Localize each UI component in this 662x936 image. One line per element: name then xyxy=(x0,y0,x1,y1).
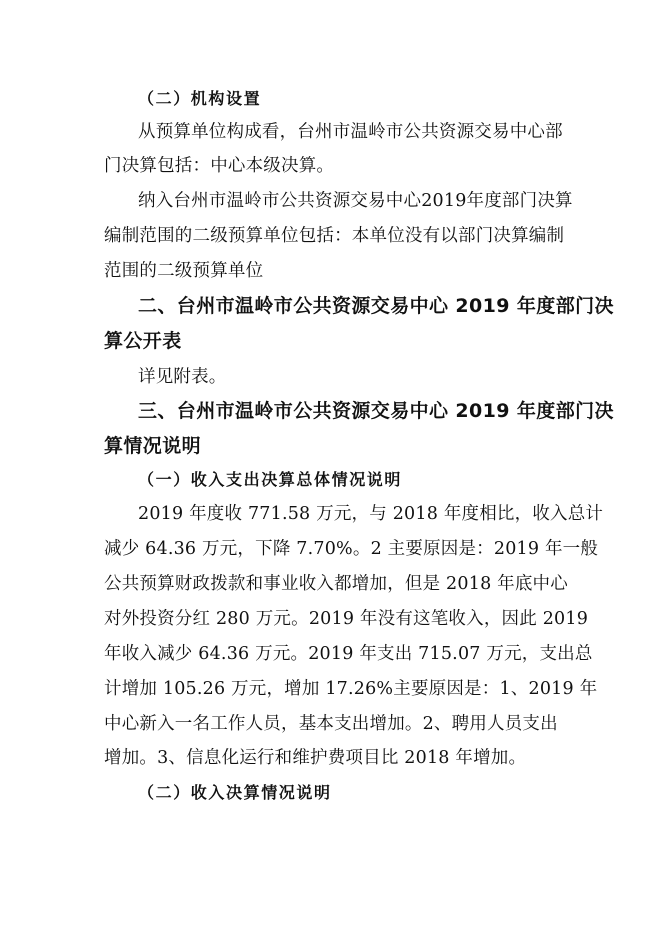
section-subheading-income: （二）收入决算情况说明 xyxy=(138,783,332,802)
section-heading-three: 三、台州市温岭市公共资源交易中心 2019 年度部门决 xyxy=(138,400,614,422)
paragraph-line: 计增加 105.26 万元，增加 17.26%主要原因是：1、2019 年 xyxy=(104,679,598,699)
section-heading-three-cont: 算情况说明 xyxy=(104,435,202,457)
section-heading-two-cont: 算公开表 xyxy=(104,330,182,352)
paragraph-line: 纳入台州市温岭市公共资源交易中心2019年度部门决算 xyxy=(138,191,573,211)
paragraph-line: 中心新入一名工作人员，基本支出增加。2、聘用人员支出 xyxy=(104,714,558,734)
paragraph-line: 门决算包括：中心本级决算。 xyxy=(104,156,335,176)
paragraph-line: 公共预算财政拨款和事业收入都增加，但是 2018 年底中心 xyxy=(104,574,568,594)
paragraph-line: 增加。3、信息化运行和维护费项目比 2018 年增加。 xyxy=(104,748,527,768)
paragraph-line: 减少 64.36 万元，下降 7.70%。2 主要原因是：2019 年一般 xyxy=(104,539,599,559)
paragraph-line: 编制范围的二级预算单位包括：本单位没有以部门决算编制 xyxy=(104,226,565,246)
paragraph-line: 2019 年度收 771.58 万元，与 2018 年度相比，收入总计 xyxy=(138,504,604,524)
paragraph-line: 详见附表。 xyxy=(138,367,227,387)
paragraph-line: 年收入减少 64.36 万元。2019 年支出 715.07 万元，支出总 xyxy=(104,644,593,664)
section-subheading-org-setup: （二）机构设置 xyxy=(138,89,262,108)
paragraph-line: 从预算单位构成看，台州市温岭市公共资源交易中心部 xyxy=(138,122,563,142)
section-subheading-overview: （一）收入支出决算总体情况说明 xyxy=(138,470,403,489)
section-heading-two: 二、台州市温岭市公共资源交易中心 2019 年度部门决 xyxy=(138,295,614,317)
paragraph-line: 对外投资分红 280 万元。2019 年没有这笔收入，因此 2019 xyxy=(104,609,589,629)
paragraph-line: 范围的二级预算单位 xyxy=(104,261,264,281)
